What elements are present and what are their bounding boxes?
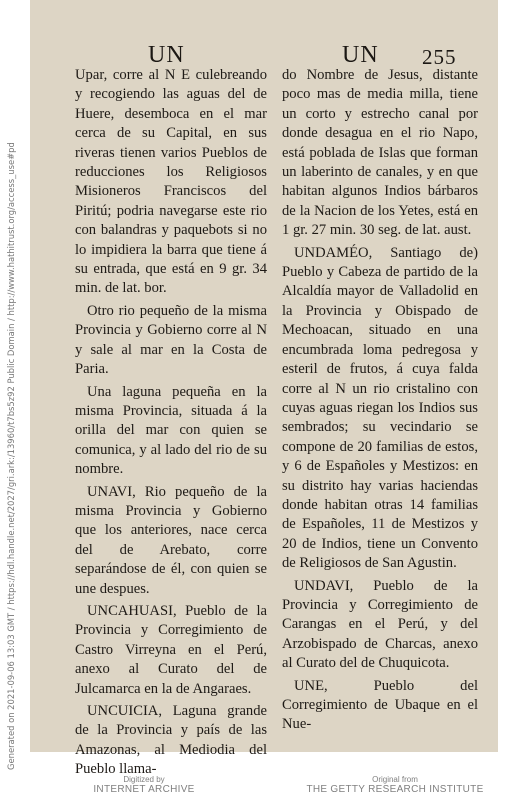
right-column	[282, 66, 478, 738]
header-right-title: UN	[342, 42, 379, 68]
getty-label: THE GETTY RESEARCH INSTITUTE	[306, 784, 484, 795]
scanned-page	[30, 0, 498, 778]
digitized-by-label: Digitized by	[123, 775, 165, 784]
header-left-title: UN	[148, 42, 185, 68]
paragraph: UNAVI, Rio pequeño de la misma Provincia y Gobierno que los anteriores, nace cerca del de Arebato, corre separándose de él, con quien se une despues.	[75, 483, 267, 597]
running-header	[30, 42, 498, 68]
page-number: 255	[422, 45, 457, 69]
paragraph: UNCAHUASI, Pueblo de la Provincia y Corregimiento de Castro Virreyna en el Perú, anexo al Curato del de Julcamarca en la de Angaraes.	[75, 602, 267, 697]
internet-archive-label: INTERNET ARCHIVE	[93, 784, 195, 795]
paragraph: Otro rio pequeño de la misma Provincia y Gobierno corre al N y sale al mar en la Costa de Paria.	[75, 302, 267, 378]
original-from-credit	[300, 775, 490, 795]
paragraph: UNDAMÉO, Santiago de) Pueblo y Cabeza de partido de la Alcaldía mayor de Valladolid en la Provincia y Obispado de Mechoacan, situado en una encumbrada loma pedregosa y esteril de frutos, á cuya falda corre al N un rio cristalino con cuyas aguas riegan los Indios sus sembrados; su vecindario se compone de 20 familias de estos, y 6 de Españoles y Mestizos: en su distrito hay varias haciendas donde habitan otras 14 familias de Españoles, 11 de Mestizos y 20 de Indios, tiene un Convento de Religiosos de San Agustin.	[282, 244, 478, 572]
left-column	[75, 66, 267, 783]
paragraph: UNCUICIA, Laguna grande de la Provincia y país de las Amazonas, al Mediodia del Pueblo llama-	[75, 703, 267, 778]
original-from-label: Original from	[372, 775, 418, 784]
watermark-text: Generated on 2021-09-06 13:03 GMT / https://hdl.handle.net/2027/gri.ark:/13960/t7bs5z92 Public Domain / http://www.hathitrust.org/access_use#pd	[6, 142, 16, 770]
paragraph: do Nombre de Jesus, distante poco mas de media milla, tiene un corto y estrecho canal por donde desagua en el rio Napo, está poblada de Islas que forman un laberinto de canales, y en que habitan algunos Indios bárbaros de la Nacion de los Yetes, está en 1 gr. 27 min. 30 seg. de lat. aust.	[282, 67, 478, 239]
hathitrust-watermark	[0, 142, 16, 770]
paragraph: UNDAVI, Pueblo de la Provincia y Corregimiento de Carangas en el Perú, y del Arzobispado de Charcas, anexo al Curato del de Chuquicota.	[282, 577, 478, 672]
paragraph: Una laguna pequeña en la misma Provincia, situada á la orilla del mar con quien se comunica, y al lado del rio de su nombre.	[75, 383, 267, 478]
paragraph: UNE, Pueblo del Corregimiento de Ubaque en el Nue-	[282, 677, 478, 733]
paragraph: Upar, corre al N E culebreando y recogiendo las aguas del de Huere, desemboca en el mar cerca de su Capital, en sus riveras tienen varios Pueblos de reducciones los Religiosos Misioneros Franciscos del Piritú; podria navegarse este rio con balandras y paquebots si no lo impidiera la barra que tiene á su entrada, que está en 9 gr. 34 min. de lat. bor.	[75, 67, 267, 297]
digitized-by-credit	[74, 775, 214, 795]
